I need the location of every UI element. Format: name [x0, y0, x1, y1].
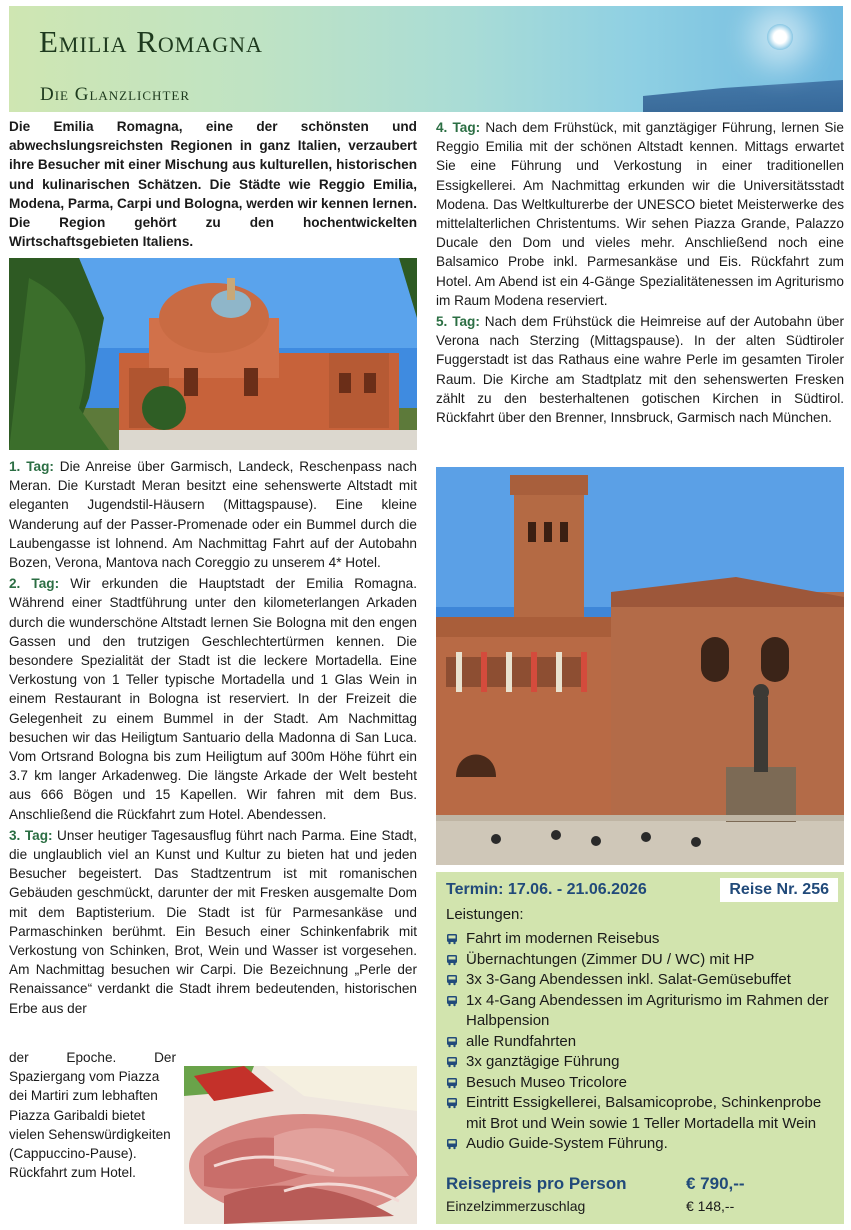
bus-icon [446, 1056, 458, 1068]
day-5-label: 5. Tag: [436, 314, 480, 330]
bus-icon [446, 1138, 458, 1150]
list-item: 3x 3-Gang Abendessen inkl. Salat-Gemüsebuffet [446, 970, 841, 991]
bus-icon [446, 1077, 458, 1089]
price-row [446, 1174, 826, 1194]
list-item: Fahrt im modernen Reisebus [446, 929, 841, 950]
leistungen-label: Leistungen: [446, 906, 524, 923]
list-item: Besuch Museo Tricolore [446, 1073, 841, 1094]
list-item: Übernachtungen (Zimmer DU / WC) mit HP [446, 950, 841, 971]
list-item: 3x ganztägige Führung [446, 1052, 841, 1073]
day-5-text: Nach dem Frühstück die Heimreise auf der Autobahn über Verona nach Sterzing (Mittagspause). In der alten Südtiroler Fuggerstadt ist das Rathaus eine wahre Perle im gesamten Tiroler Raum. Die Kirche am Stadtplatz mit den sehenswerten Fresken zählt zu den besterhaltenen gotischen Kirchen in Südtirol. Rückfahrt über den Brenner, Innsbruck, Garmisch nach München. [436, 314, 844, 426]
sea-decoration [643, 72, 843, 112]
photo-parma-ham [184, 1066, 417, 1224]
day-4-label: 4. Tag: [436, 120, 481, 135]
info-box [436, 872, 844, 1224]
day-3-label: 3. Tag: [9, 827, 53, 843]
price-value: € 790,-- [686, 1174, 745, 1193]
day-5 [436, 312, 844, 427]
photo-san-luca [9, 258, 417, 450]
reise-nr-badge: Reise Nr. 256 [720, 878, 838, 902]
day-1-label: 1. Tag: [9, 459, 54, 474]
list-item: Audio Guide-System Führung. [446, 1134, 841, 1155]
sun-icon [767, 24, 793, 50]
day-4-text: Nach dem Frühstück, mit ganztägiger Führung, lernen Sie Reggio Emilia mit der schönen Altstadt kennen. Mittags erwartet Sie eine Führung und Verkostung in einer traditionellen Essigkellerei. Am Nachmittag erkunden wir die Universitätsstadt Modena. Das Weltkulturerbe der UNESCO bietet Meisterwerke des mittelalterlichen Christentums. Wir sehen Piazza Grande, Palazzo Ducale den Dom und vieles mehr. Anschließend noch eine Balsamico Probe inkl. Parmesankäse und Eis. Rückfahrt zum Hotel. Am Abend ist ein 4-Gänge Spezialitätenessen im Agriturismo im Raum Modena reserviert. [436, 120, 844, 308]
termin-text: Termin: 17.06. - 21.06.2026 [446, 881, 647, 898]
single-room-price: € 148,-- [686, 1198, 735, 1214]
bus-icon [446, 1097, 458, 1109]
day-4 [436, 118, 844, 310]
list-item: alle Rundfahrten [446, 1032, 841, 1053]
header-banner [9, 6, 843, 112]
bus-icon [446, 1036, 458, 1048]
day-3-text: Unser heutiger Tagesausflug führt nach Parma. Eine Stadt, die unglaublich viel an Kunst und Kultur zu bieten hat und jeden Besucher begeistert. Das Stadtzentrum ist mit romanischen Gebäuden geschmückt, darunter der mit Fresken ausgemalte Dom mit dem Baptisterium. Die Stadt ist für Parmesankäse und Parmaschinken berühmt. Ein Besuch einer Schinkenfabrik mit Verkostung von Schinken, Brot, Wein und Wasser ist vorgesehen. Am Nachmittag besuchen wir Carpi. Die Bezeichnung „Perle der Renaissance“ verdankt die Stadt ihrem bedeutenden, historischen Erbe aus der [9, 827, 417, 1016]
page-title: Emilia Romagna [39, 24, 263, 59]
leistungen-list [446, 929, 841, 1155]
right-column [436, 118, 844, 427]
left-column [9, 457, 417, 1018]
day-3-wrap-line: der Epoche. Der [9, 1050, 176, 1065]
day-2-text: Wir erkunden die Hauptstadt der Emilia Romagna. Während einer Stadtführung unter den kilometerlangen Arkaden durch die wunderschöne Altstadt lernen Sie Bologna mit den engen Gassen und den trutzigen Geschlechtertürmen kennen. Die besondere Spezialität der Stadt ist die leckere Mortadella. Eine Verkostung von 1 Teller typische Mortadella und 1 Glas Wein in einem Restaurant in Bologna ist reserviert. In der Freizeit die Gelegenheit zu einem Bummel in der Stadt. Am Nachmittag besuchen wir das Heiligtum Santuario della Madonna di San Luca. Vom Ortsrand Bologna bis zum Heiligtum auf 300m Höhe führt ein 3.7 km langer Arkadenweg. Die längste Arkade der Welt besteht aus 666 Bögen und 15 Kapellen. Wir fahren mit dem Bus. Anschließend die Rückfahrt zum Hotel. Abendessen. [9, 576, 417, 822]
day-3 [9, 826, 417, 1018]
day-1 [9, 457, 417, 572]
list-item: 1x 4-Gang Abendessen im Agriturismo im Rahmen der Halbpension [446, 991, 841, 1032]
day-2 [9, 574, 417, 824]
day-3-continuation [9, 1050, 181, 1201]
day-1-text: Die Anreise über Garmisch, Landeck, Reschenpass nach Meran. Die Kurstadt Meran besitzt eine sehenswerte Altstadt mit eleganten Jugendstil-Häusern (Mittagspause). Eine kleine Wanderung auf der Passer-Promenade oder ein Bummel durch die Laubengasse ist lohnend. Am Nachmittag Fahrt auf der Autobahn Bozen, Verona, Mantova nach Coreggio zu unserem 4* Hotel. [9, 459, 417, 571]
price-label: Reisepreis pro Person [446, 1174, 627, 1193]
single-room-label: Einzelzimmerzuschlag [446, 1198, 586, 1214]
photo-bologna-square [436, 467, 844, 865]
bus-icon [446, 995, 458, 1007]
bus-icon [446, 933, 458, 945]
list-item: Eintritt Essigkellerei, Balsamicoprobe, Schinkenprobe mit Brot und Wein sowie 1 Teller Mortadella mit Wein [446, 1093, 841, 1134]
day-3-wrap-rest: Spaziergang vom Piazza dei Martiri zum lebhaften Piazza Garibaldi bietet vielen Sehenswürdigkeiten (Cappuccino-Pause). Rückfahrt zum Hotel. [9, 1069, 171, 1181]
single-room-row [446, 1198, 826, 1214]
day-2-label: 2. Tag: [9, 576, 60, 592]
bus-icon [446, 974, 458, 986]
bus-icon [446, 954, 458, 966]
page-subtitle: Die Glanzlichter [40, 84, 191, 105]
intro-paragraph: Die Emilia Romagna, eine der schönsten und abwechslungsreichsten Regionen in ganz Italien, verzaubert ihre Besucher mit einer Mischung aus kulturellen, historischen und kulinarischen Schätzen. Die Städte wie Reggio Emilia, Modena, Parma, Carpi und Bologna, werden wir kennen lernen. Die Region gehört zu den hochentwickelten Wirtschaftsgebieten Italiens. [9, 119, 417, 250]
